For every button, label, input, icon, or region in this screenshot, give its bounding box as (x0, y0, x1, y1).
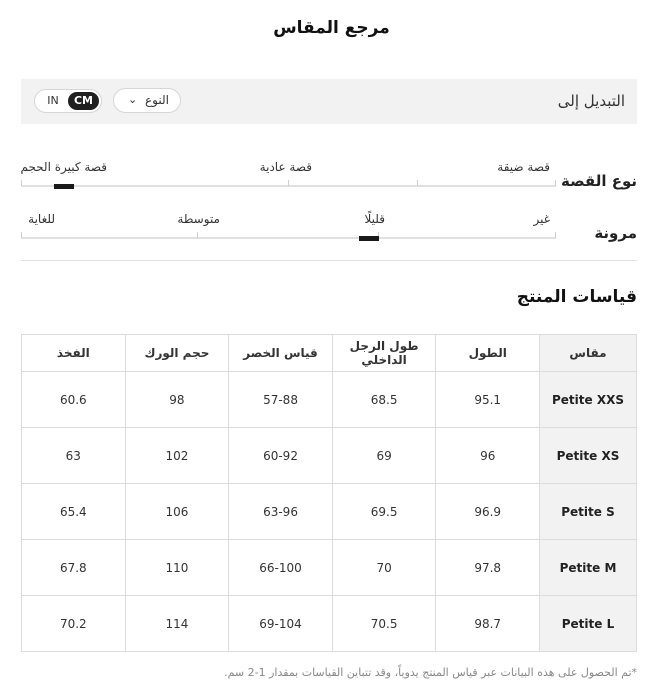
cell-hip: 102 (125, 428, 229, 484)
table-row (22, 484, 637, 540)
size-table (21, 334, 637, 652)
page-title: مرجع المقاس (273, 18, 390, 38)
cell-inseam: 68.5 (332, 372, 436, 428)
fit-tick (288, 180, 289, 186)
stretch-option-medium: متوسطة (177, 212, 220, 226)
cell-hip: 98 (125, 372, 229, 428)
chevron-down-icon: ⌄ (128, 93, 138, 106)
cell-thigh: 63 (22, 428, 126, 484)
fit-option-regular: قصة عادية (259, 160, 312, 174)
table-row (22, 596, 637, 652)
unit-cm-option[interactable]: CM (68, 92, 99, 110)
cell-waist: 63-96 (229, 484, 333, 540)
cell-length: 96.9 (436, 484, 540, 540)
unit-in-option[interactable]: IN (47, 94, 59, 107)
cell-waist: 60-92 (229, 428, 333, 484)
stretch-scale-track (21, 237, 556, 239)
stretch-label: مرونة (594, 224, 637, 242)
cell-inseam: 69.5 (332, 484, 436, 540)
cell-hip: 106 (125, 484, 229, 540)
cell-size: Petite S (540, 484, 637, 540)
stretch-option-slight: قليلًا (364, 212, 385, 226)
cell-thigh: 67.8 (22, 540, 126, 596)
cell-hip: 114 (125, 596, 229, 652)
stretch-option-none: غير (533, 212, 550, 226)
stretch-marker (359, 236, 379, 241)
fit-type-label: نوع القصة (561, 172, 637, 190)
cell-inseam: 69 (332, 428, 436, 484)
table-header-row (22, 335, 637, 372)
unit-convert-bar (21, 79, 637, 124)
type-select-label: النوع (145, 93, 169, 107)
cell-hip: 110 (125, 540, 229, 596)
cell-thigh: 60.6 (22, 372, 126, 428)
fit-scale-track (21, 185, 556, 187)
fit-tick (417, 180, 418, 186)
fit-tick (21, 180, 22, 186)
unit-toggle[interactable] (34, 89, 102, 113)
fit-marker (54, 184, 74, 189)
footnote: *تم الحصول على هذه البيانات عبر قياس المنتج يدوياً، وقد تتباين القياسات بمقدار 1-2 سم. (224, 666, 637, 679)
table-row (22, 372, 637, 428)
cell-length: 97.8 (436, 540, 540, 596)
cell-size: Petite M (540, 540, 637, 596)
stretch-tick (21, 232, 22, 238)
cell-inseam: 70 (332, 540, 436, 596)
cell-length: 95.1 (436, 372, 540, 428)
cell-length: 98.7 (436, 596, 540, 652)
header-size: مقاس (540, 335, 637, 372)
cell-waist: 69-104 (229, 596, 333, 652)
cell-inseam: 70.5 (332, 596, 436, 652)
fit-tick (555, 180, 556, 186)
cell-size: Petite L (540, 596, 637, 652)
cell-waist: 66-100 (229, 540, 333, 596)
cell-thigh: 70.2 (22, 596, 126, 652)
header-inseam: طول الرجل الداخلي (332, 335, 436, 372)
header-hip: حجم الورك (125, 335, 229, 372)
header-waist: قياس الخصر (229, 335, 333, 372)
table-row (22, 428, 637, 484)
measurements-title: قياسات المنتج (516, 287, 637, 307)
section-divider (21, 260, 637, 261)
header-thigh: الفخذ (22, 335, 126, 372)
table-row (22, 540, 637, 596)
fit-option-slim: قصة ضيقة (497, 160, 550, 174)
stretch-tick (555, 232, 556, 238)
stretch-tick (197, 232, 198, 238)
stretch-option-very: للغاية (28, 212, 55, 226)
type-select[interactable] (113, 88, 181, 113)
fit-option-oversized: قصة كبيرة الحجم (20, 160, 107, 174)
cell-length: 96 (436, 428, 540, 484)
header-length: الطول (436, 335, 540, 372)
cell-waist: 57-88 (229, 372, 333, 428)
convert-label: التبديل إلى (557, 92, 625, 110)
cell-size: Petite XXS (540, 372, 637, 428)
cell-size: Petite XS (540, 428, 637, 484)
cell-thigh: 65.4 (22, 484, 126, 540)
